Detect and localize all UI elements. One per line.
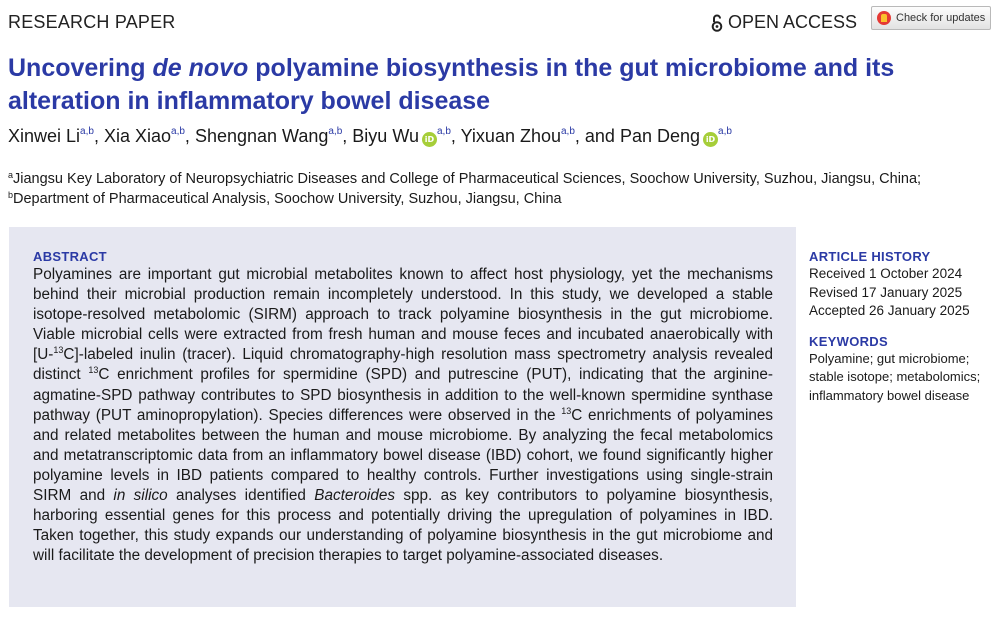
- orcid-icon[interactable]: iD: [703, 132, 718, 147]
- affiliation-text: Jiangsu Key Laboratory of Neuropsychiatric Diseases and College of Pharmaceutical Sciences, Soochow University, Suzhou, Jiangsu, China;: [13, 171, 922, 187]
- received-date: Received 1 October 2024: [809, 266, 963, 281]
- header-bar: [8, 10, 991, 34]
- author-separator: ,: [450, 126, 461, 146]
- author-separator: ,: [342, 126, 353, 146]
- check-for-updates-label: Check for updates: [896, 12, 986, 24]
- open-lock-icon: [711, 14, 723, 32]
- open-access-label: OPEN ACCESS: [727, 12, 857, 32]
- affiliation-mark: b: [8, 190, 14, 200]
- author-affiliation-mark[interactable]: a,b: [328, 126, 343, 137]
- orcid-icon[interactable]: iD: [422, 132, 437, 147]
- author-name[interactable]: Biyu Wu: [352, 126, 419, 146]
- abstract-segment: C enrichments of polyamines and related metabolites between the human and mouse microbiome. By analyzing the fecal metabolomics and metatranscriptomic data from an inflammatory bowel disease (IBD) cohort, we found significantly higher polyamine levels in IBD patients compared to healthy controls. Further investigations using single-strain SIRM and: [33, 406, 774, 505]
- author-separator: ,: [93, 126, 104, 146]
- author-separator: ,: [184, 126, 195, 146]
- author-affiliation-mark[interactable]: a,b: [171, 126, 185, 137]
- abstract-segment: C]-labeled inulin (tracer). Liquid chromatography-high resolution mass spectrometry analysis revealed distinct: [33, 346, 773, 384]
- title-italic: de novo: [152, 54, 249, 82]
- author-separator: , and: [574, 126, 620, 146]
- author-affiliation-mark[interactable]: a,b: [561, 126, 575, 137]
- author-name[interactable]: Pan Deng: [619, 126, 701, 146]
- author-affiliation-mark[interactable]: a,b: [437, 126, 451, 137]
- author-affiliation-mark[interactable]: a,b: [80, 126, 94, 137]
- author-list: [8, 126, 732, 147]
- affiliation-b: [8, 190, 562, 207]
- abstract-segment: spp. as key contributors to polyamine biosynthesis, harboring essential genes for this process and potentially driving the upregulation of polyamines in IBD. Taken together, this study expands our understanding of polyamine biosynthesis in the gut microbiome and will facilitate the development of precision therapies to target polyamine-associated diseases.: [33, 487, 774, 565]
- abstract-heading: ABSTRACT: [33, 249, 107, 264]
- article-type-label: RESEARCH PAPER: [8, 12, 176, 32]
- abstract-italic: in silico: [113, 487, 168, 505]
- article-history-heading: ARTICLE HISTORY: [809, 249, 931, 264]
- author-name[interactable]: Yixuan Zhou: [460, 126, 561, 146]
- isotope-superscript: 13: [88, 365, 99, 376]
- affiliation-mark: a: [8, 170, 14, 180]
- affiliation-text: Department of Pharmaceutical Analysis, Soochow University, Suzhou, Jiangsu, China: [13, 191, 562, 207]
- abstract-box: [9, 227, 796, 607]
- abstract-text: [33, 265, 773, 566]
- article-title: [8, 52, 983, 118]
- abstract-segment: analyses identified: [167, 487, 315, 505]
- author-name[interactable]: Xinwei Li: [8, 126, 81, 146]
- accepted-date: Accepted 26 January 2025: [809, 303, 970, 318]
- author-name[interactable]: Xia Xiao: [103, 126, 172, 146]
- title-text-1: Uncovering: [8, 54, 153, 82]
- isotope-superscript: 13: [561, 405, 572, 416]
- abstract-italic: Bacteroides: [314, 487, 396, 505]
- title-text-2: polyamine biosynthesis in the gut microbiome and its alteration in inflammatory bowel disease: [8, 54, 895, 115]
- author-affiliation-mark[interactable]: a,b: [718, 126, 732, 137]
- abstract-segment: Polyamines are important gut microbial metabolites known to affect host physiology, yet the mechanisms behind their microbial production remain incompletely understood. In this study, we developed a stable isotope-resolved metabolomic (SIRM) approach to track polyamine biosynthesis in the gut microbiome. Viable microbial cells were extracted from fresh human and mouse feces and incubated anaerobically with [U-: [33, 266, 773, 364]
- abstract-segment: C enrichment profiles for spermidine (SPD) and putrescine (PUT), indicating that the arginine-agmatine-SPD pathway contributes to SPD biosynthesis in addition to the well-known spermidine synthase pathway (PUT aminopropylation). Species differences were observed in the: [33, 366, 774, 424]
- article-sidebar: [809, 249, 994, 405]
- keywords-heading: KEYWORDS: [809, 333, 888, 349]
- affiliation-a: [8, 170, 921, 187]
- revised-date: Revised 17 January 2025: [809, 284, 963, 300]
- check-for-updates-button[interactable]: [871, 6, 991, 30]
- author-name[interactable]: Shengnan Wang: [194, 126, 329, 146]
- isotope-superscript: 13: [53, 345, 64, 356]
- open-access-badge[interactable]: [711, 12, 857, 33]
- keywords-text: Polyamine; gut microbiome; stable isotope; metabolomics; inflammatory bowel disease: [809, 350, 981, 403]
- crossmark-icon: [877, 11, 891, 25]
